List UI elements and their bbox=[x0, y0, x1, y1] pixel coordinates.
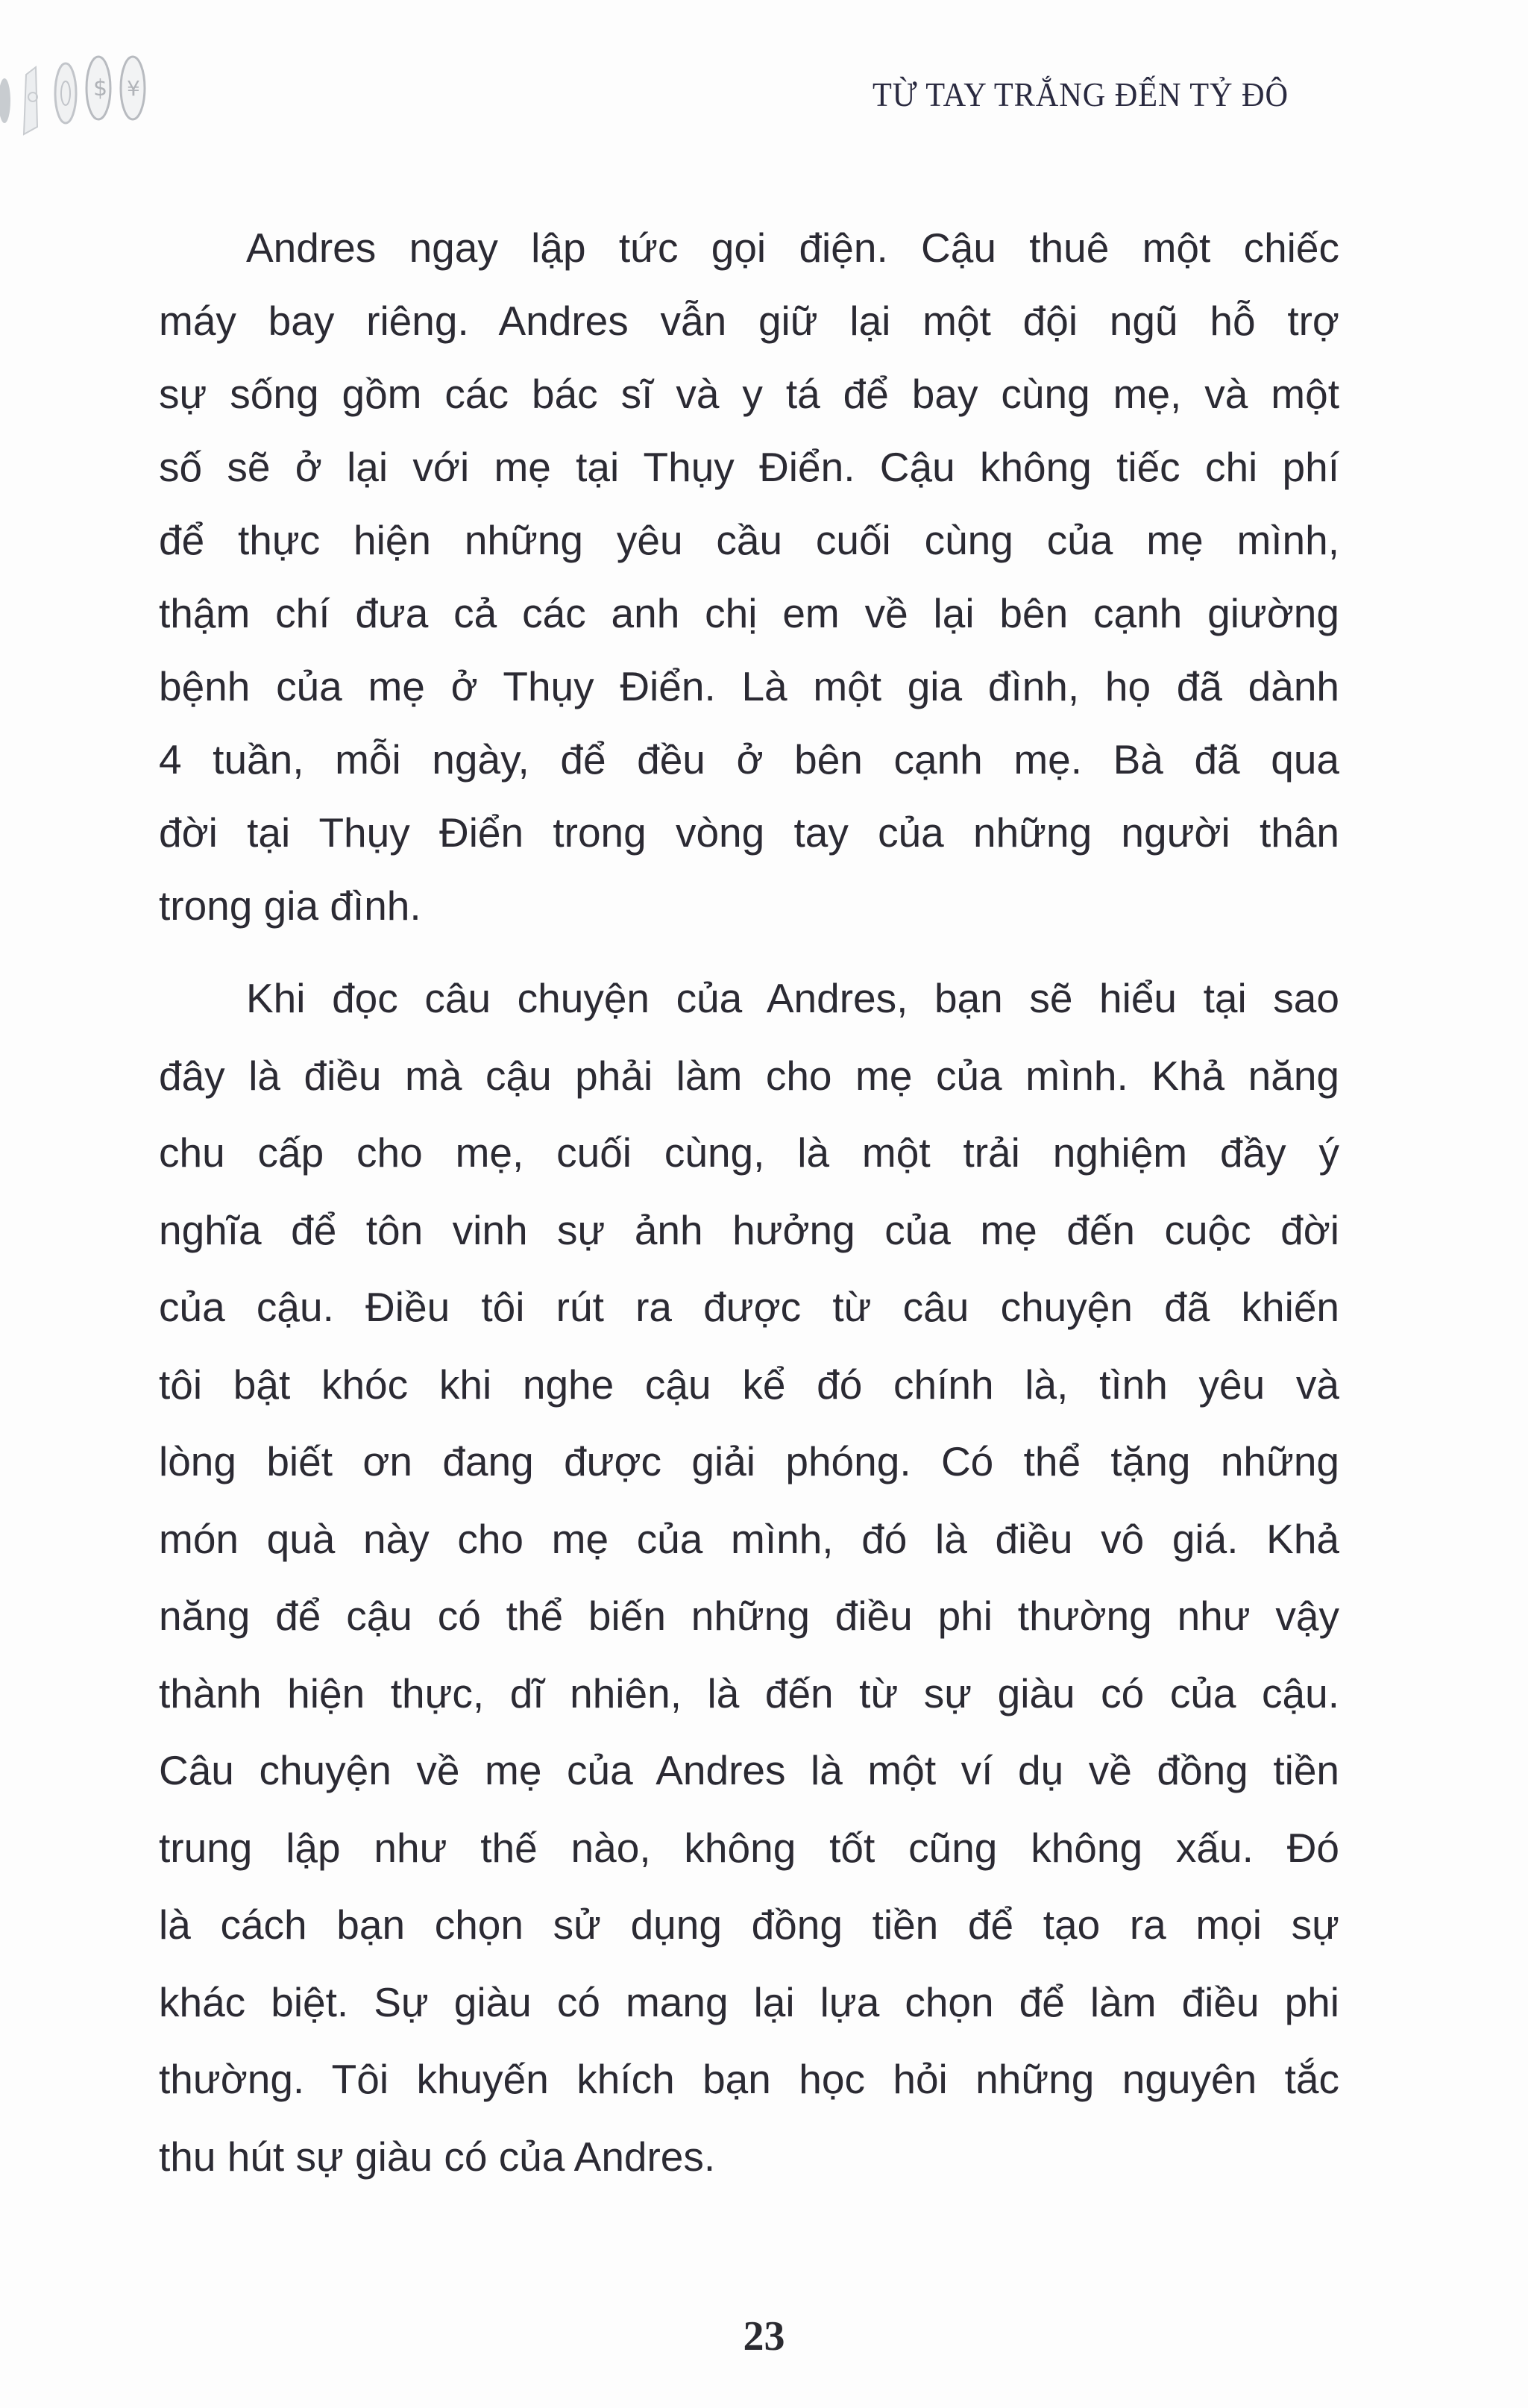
text-line: năng để cậu có thể biến những điều phi thường như vậy bbox=[159, 1593, 1339, 1639]
text-line: thu hút sự giàu có của Andres. bbox=[159, 2133, 716, 2180]
text-line: khác biệt. Sự giàu có mang lại lựa chọn để làm điều phi bbox=[159, 1978, 1339, 2025]
text-line: thành hiện thực, dĩ nhiên, là đến từ sự giàu có của cậu. bbox=[159, 1669, 1339, 1716]
text-line: nghĩa để tôn vinh sự ảnh hưởng của mẹ đến cuộc đời bbox=[159, 1206, 1339, 1253]
text-line: bệnh của mẹ ở Thụy Điển. Là một gia đình, họ đã dành bbox=[159, 663, 1339, 709]
text-line: trong gia đình. bbox=[159, 882, 421, 929]
text-line: chu cấp cho mẹ, cuối cùng, là một trải nghiệm đầy ý bbox=[159, 1129, 1339, 1176]
text-line: máy bay riêng. Andres vẫn giữ lại một đội ngũ hỗ trợ bbox=[159, 298, 1339, 344]
paragraph-2 bbox=[159, 960, 1339, 2195]
text-line: trung lập như thế nào, không tốt cũng không xấu. Đó bbox=[159, 1824, 1339, 1871]
text-line: là cách bạn chọn sử dụng đồng tiền để tạo ra mọi sự bbox=[159, 1901, 1339, 1948]
wallet-icon bbox=[24, 67, 37, 134]
text-line: Khi đọc câu chuyện của Andres, bạn sẽ hiểu tại sao bbox=[246, 975, 1339, 1021]
yen-coin-icon bbox=[121, 57, 145, 119]
text-line: thường. Tôi khuyến khích bạn học hỏi những nguyên tắc bbox=[159, 2056, 1339, 2102]
text-line: tôi bật khóc khi nghe cậu kể đó chính là, tình yêu và bbox=[159, 1361, 1339, 1408]
svg-text:¥: ¥ bbox=[127, 76, 140, 101]
coin-edge-icon bbox=[0, 78, 10, 123]
text-line: đây là điều mà cậu phải làm cho mẹ của mình. Khả năng bbox=[159, 1052, 1339, 1099]
text-line: 4 tuần, mỗi ngày, để đều ở bên cạnh mẹ. Bà đã qua bbox=[159, 736, 1339, 783]
text-line: Andres ngay lập tức gọi điện. Cậu thuê một chiếc bbox=[246, 225, 1339, 271]
text-line: để thực hiện những yêu cầu cuối cùng của mẹ mình, bbox=[159, 517, 1339, 563]
svg-text:$: $ bbox=[93, 75, 108, 101]
header-decoration bbox=[0, 45, 597, 149]
dollar-coin-icon bbox=[87, 57, 110, 119]
running-header: TỪ TAY TRẮNG ĐẾN TỶ ĐÔ bbox=[873, 75, 1289, 113]
text-line: sự sống gồm các bác sĩ và y tá để bay cùng mẹ, và một bbox=[159, 371, 1339, 417]
text-line: thậm chí đưa cả các anh chị em về lại bên cạnh giường bbox=[159, 590, 1339, 636]
paragraph-1 bbox=[159, 211, 1339, 942]
coin-icon bbox=[55, 63, 76, 123]
text-line: lòng biết ơn đang được giải phóng. Có thể tặng những bbox=[159, 1438, 1339, 1484]
text-line: Câu chuyện về mẹ của Andres là một ví dụ về đồng tiền bbox=[159, 1747, 1339, 1793]
text-line: món quà này cho mẹ của mình, đó là điều vô giá. Khả bbox=[159, 1515, 1339, 1562]
text-line: đời tại Thụy Điển trong vòng tay của những người thân bbox=[159, 809, 1339, 856]
text-line: của cậu. Điều tôi rút ra được từ câu chuyện đã khiến bbox=[159, 1284, 1339, 1330]
text-line: số sẽ ở lại với mẹ tại Thụy Điển. Cậu không tiếc chi phí bbox=[159, 444, 1339, 490]
page-number: 23 bbox=[743, 2313, 785, 2360]
